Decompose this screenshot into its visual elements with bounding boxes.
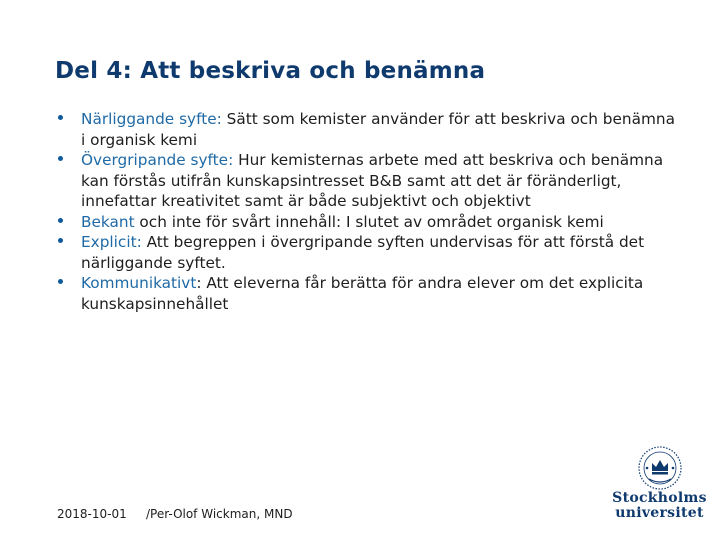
bullet-text: och inte för svårt innehåll: I slutet av området organisk kemi	[134, 212, 604, 231]
bullet-dot-icon	[58, 218, 63, 223]
bullet-text: Hur kemisternas arbete med att beskriva och benämna kan förstås utifrån kunskapsintresset B&B samt att det är föränderligt, innefattar kreativitet samt är både subjektivt och objektivt	[81, 151, 664, 210]
bullet-dot-icon	[58, 115, 63, 120]
footer-author: /Per-Olof Wickman, MND	[146, 507, 293, 521]
bullet-highlight: Kommunikativt	[81, 274, 197, 292]
bullet-dot-icon	[58, 279, 63, 284]
bullet-text: : Att eleverna får berätta för andra elever om det explicita kunskapsinnehållet	[81, 274, 644, 313]
bullet-dot-icon	[58, 238, 63, 243]
crown-seal-icon	[637, 445, 683, 491]
bullet-highlight: Närliggande syfte:	[81, 110, 222, 128]
bullet-text: Att begreppen i övergripande syften undervisas för att förstå det närliggande syftet.	[81, 233, 645, 272]
logo-line-1: Stockholms	[612, 490, 707, 506]
bullet-item	[57, 232, 677, 273]
footer-date: 2018-10-01	[57, 507, 127, 521]
bullet-list	[57, 109, 677, 314]
logo-line-2: universitet	[615, 505, 704, 521]
university-logo	[612, 445, 707, 521]
bullet-highlight: Explicit:	[81, 233, 142, 251]
bullet-text: Sätt som kemister använder för att beskriva och benämna i organisk kemi	[81, 110, 675, 149]
bullet-highlight: Övergripande syfte:	[81, 151, 234, 169]
bullet-item	[57, 109, 677, 150]
bullet-dot-icon	[58, 156, 63, 161]
slide-title: Del 4: Att beskriva och benämna	[55, 58, 486, 84]
bullet-item	[57, 150, 677, 212]
bullet-item	[57, 212, 677, 233]
bullet-highlight: Bekant	[81, 212, 135, 231]
bullet-item	[57, 273, 677, 314]
